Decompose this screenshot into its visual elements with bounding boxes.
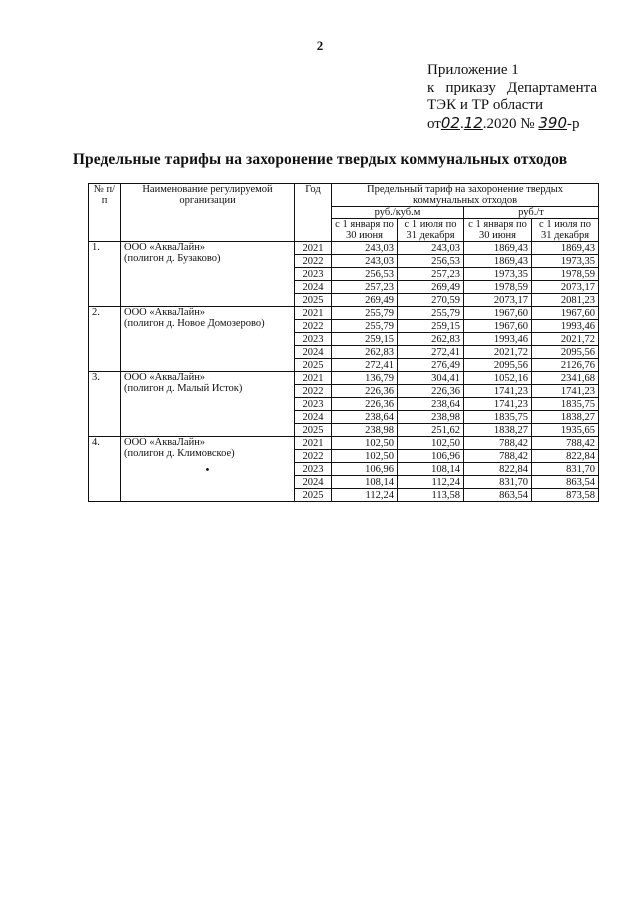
- tariff-value-m3-h1: 269,49: [332, 294, 398, 307]
- row-number: 4.: [89, 437, 121, 502]
- appendix-line-1: Приложение 1: [427, 62, 519, 78]
- tariff-value-t-h2: 1993,46: [532, 320, 599, 333]
- header-year: Год: [295, 184, 332, 242]
- tariff-value-m3-h2: 272,41: [398, 346, 464, 359]
- tariff-value-t-h2: 2126,76: [532, 359, 599, 372]
- tariff-value-t-h2: 1935,65: [532, 424, 599, 437]
- year-cell: 2025: [295, 359, 332, 372]
- landfill-site: (полигон д. Бузаково): [124, 253, 221, 264]
- tariff-value-t-h1: 1967,60: [464, 307, 532, 320]
- page-number: 2: [316, 38, 324, 53]
- organization-cell: [121, 372, 295, 437]
- tariff-value-t-h1: 1741,23: [464, 398, 532, 411]
- tariff-value-m3-h2: 108,14: [398, 463, 464, 476]
- tariff-value-m3-h1: 226,36: [332, 398, 398, 411]
- header-tariff-group: Предельный тариф на захоронение твердых коммунальных отходов: [332, 184, 599, 207]
- order-day-handwritten: 02: [440, 113, 460, 132]
- year-cell: 2021: [295, 437, 332, 450]
- tariff-value-m3-h2: 256,53: [398, 255, 464, 268]
- order-date-prefix: от: [427, 115, 441, 132]
- tariff-value-m3-h1: 243,03: [332, 242, 398, 255]
- year-cell: 2021: [295, 372, 332, 385]
- tariff-value-t-h1: 863,54: [464, 489, 532, 502]
- year-cell: 2024: [295, 346, 332, 359]
- tariff-value-m3-h1: 102,50: [332, 450, 398, 463]
- tariff-value-m3-h1: 136,79: [332, 372, 398, 385]
- order-number-handwritten: 390: [538, 113, 567, 132]
- organization-cell: [121, 307, 295, 372]
- year-cell: 2024: [295, 281, 332, 294]
- organization-name: ООО «АкваЛайн»: [124, 242, 206, 253]
- row-number: 2.: [89, 307, 121, 372]
- tariff-value-t-h1: 1967,60: [464, 320, 532, 333]
- header-unit-m3: руб./куб.м: [332, 207, 464, 219]
- tariff-value-m3-h2: 304,41: [398, 372, 464, 385]
- appendix-block: [427, 62, 627, 133]
- tariff-value-t-h1: 1993,46: [464, 333, 532, 346]
- tariff-value-m3-h2: 238,64: [398, 398, 464, 411]
- organization-name: ООО «АкваЛайн»: [124, 307, 206, 318]
- tariff-value-t-h1: 1838,27: [464, 424, 532, 437]
- tariff-value-t-h1: 822,84: [464, 463, 532, 476]
- tariff-value-m3-h1: 255,79: [332, 320, 398, 333]
- tariff-value-t-h2: 2073,17: [532, 281, 599, 294]
- appendix-line-2-mid: приказу: [445, 79, 496, 96]
- row-number: 1.: [89, 242, 121, 307]
- tariff-value-m3-h2: 113,58: [398, 489, 464, 502]
- header-num: № п/п: [89, 184, 121, 242]
- header-m3-period-2: с 1 июля по 31 декабря: [398, 219, 464, 242]
- tariff-table-body: [89, 242, 599, 502]
- tariff-value-t-h2: 2341,68: [532, 372, 599, 385]
- tariff-value-m3-h1: 262,83: [332, 346, 398, 359]
- year-cell: 2022: [295, 385, 332, 398]
- tariff-value-t-h2: 873,58: [532, 489, 599, 502]
- tariff-value-m3-h1: 255,79: [332, 307, 398, 320]
- tariff-value-m3-h1: 112,24: [332, 489, 398, 502]
- tariff-value-m3-h1: 257,23: [332, 281, 398, 294]
- tariff-value-m3-h2: 106,96: [398, 450, 464, 463]
- year-cell: 2021: [295, 307, 332, 320]
- table-row: [89, 307, 599, 320]
- tariff-value-t-h1: 1835,75: [464, 411, 532, 424]
- organization-cell: [121, 242, 295, 307]
- document-title: Предельные тарифы на захоронение твердых коммунальных отходов: [72, 151, 568, 168]
- year-cell: 2022: [295, 320, 332, 333]
- row-number: 3.: [89, 372, 121, 437]
- order-date-separator: .: [459, 115, 464, 132]
- year-cell: 2025: [295, 424, 332, 437]
- tariff-value-t-h1: 1052,16: [464, 372, 532, 385]
- year-cell: 2025: [295, 294, 332, 307]
- tariff-value-m3-h2: 238,98: [398, 411, 464, 424]
- tariff-value-m3-h1: 238,64: [332, 411, 398, 424]
- tariff-value-t-h1: 831,70: [464, 476, 532, 489]
- order-month-handwritten: 12: [463, 113, 483, 132]
- tariff-value-m3-h1: 108,14: [332, 476, 398, 489]
- tariff-value-m3-h2: 269,49: [398, 281, 464, 294]
- tariff-value-t-h1: 1869,43: [464, 242, 532, 255]
- bullet-mark: •: [205, 465, 210, 476]
- header-unit-t: руб./т: [464, 207, 599, 219]
- header-org: Наименование регулируемой организации: [121, 184, 295, 242]
- year-cell: 2021: [295, 242, 332, 255]
- tariff-value-t-h2: 1967,60: [532, 307, 599, 320]
- year-cell: 2024: [295, 411, 332, 424]
- tariff-value-m3-h1: 226,36: [332, 385, 398, 398]
- organization-name: ООО «АкваЛайн»: [124, 372, 206, 383]
- appendix-line-2-right: Департамента: [506, 79, 597, 96]
- tariff-value-t-h2: 1741,23: [532, 385, 599, 398]
- year-cell: 2023: [295, 333, 332, 346]
- year-cell: 2023: [295, 463, 332, 476]
- tariff-value-t-h2: 1978,59: [532, 268, 599, 281]
- tariff-value-m3-h2: 112,24: [398, 476, 464, 489]
- tariff-value-t-h2: 822,84: [532, 450, 599, 463]
- year-cell: 2023: [295, 268, 332, 281]
- order-number-suffix: -р: [567, 115, 580, 132]
- tariff-value-m3-h2: 102,50: [398, 437, 464, 450]
- year-cell: 2025: [295, 489, 332, 502]
- tariff-value-m3-h1: 102,50: [332, 437, 398, 450]
- year-cell: 2022: [295, 255, 332, 268]
- tariff-value-t-h1: 1978,59: [464, 281, 532, 294]
- tariff-value-t-h1: 1973,35: [464, 268, 532, 281]
- tariff-value-t-h2: 1973,35: [532, 255, 599, 268]
- table-row: [89, 242, 599, 255]
- tariff-value-m3-h2: 259,15: [398, 320, 464, 333]
- tariff-value-t-h2: 2081,23: [532, 294, 599, 307]
- tariff-value-t-h1: 2095,56: [464, 359, 532, 372]
- tariff-value-m3-h2: 251,62: [398, 424, 464, 437]
- tariff-value-m3-h1: 256,53: [332, 268, 398, 281]
- tariff-value-t-h1: 1869,43: [464, 255, 532, 268]
- organization-name: ООО «АкваЛайн»: [124, 437, 206, 448]
- year-cell: 2022: [295, 450, 332, 463]
- tariff-value-m3-h1: 238,98: [332, 424, 398, 437]
- tariff-value-t-h2: 1835,75: [532, 398, 599, 411]
- appendix-line-4: [427, 115, 627, 134]
- tariff-value-m3-h2: 276,49: [398, 359, 464, 372]
- order-year: .2020 №: [482, 115, 535, 132]
- tariff-value-m3-h2: 226,36: [398, 385, 464, 398]
- tariff-value-t-h1: 788,42: [464, 437, 532, 450]
- tariff-value-t-h2: 2021,72: [532, 333, 599, 346]
- year-cell: 2023: [295, 398, 332, 411]
- tariff-value-m3-h2: 257,23: [398, 268, 464, 281]
- tariff-value-m3-h2: 243,03: [398, 242, 464, 255]
- appendix-line-3: ТЭК и ТР области: [427, 97, 543, 113]
- landfill-site: (полигон д. Новое Домозерово): [124, 318, 265, 329]
- tariff-value-t-h2: 788,42: [532, 437, 599, 450]
- tariff-table: [88, 183, 599, 502]
- table-row: [89, 372, 599, 385]
- tariff-value-t-h1: 2073,17: [464, 294, 532, 307]
- tariff-value-t-h2: 1869,43: [532, 242, 599, 255]
- tariff-value-t-h1: 788,42: [464, 450, 532, 463]
- tariff-table-header: [89, 184, 599, 242]
- table-row: [89, 437, 599, 450]
- tariff-value-t-h1: 2021,72: [464, 346, 532, 359]
- year-cell: 2024: [295, 476, 332, 489]
- tariff-value-t-h2: 1838,27: [532, 411, 599, 424]
- tariff-value-m3-h1: 259,15: [332, 333, 398, 346]
- tariff-value-t-h2: 2095,56: [532, 346, 599, 359]
- organization-cell: [121, 437, 295, 502]
- tariff-value-t-h2: 831,70: [532, 463, 599, 476]
- tariff-value-m3-h2: 262,83: [398, 333, 464, 346]
- header-t-period-1: с 1 января по 30 июня: [464, 219, 532, 242]
- tariff-value-t-h1: 1741,23: [464, 385, 532, 398]
- tariff-value-m3-h1: 106,96: [332, 463, 398, 476]
- header-t-period-2: с 1 июля по 31 декабря: [532, 219, 599, 242]
- tariff-value-t-h2: 863,54: [532, 476, 599, 489]
- tariff-value-m3-h2: 270,59: [398, 294, 464, 307]
- tariff-value-m3-h2: 255,79: [398, 307, 464, 320]
- landfill-site: (полигон д. Климовское): [124, 448, 235, 459]
- header-m3-period-1: с 1 января по 30 июня: [332, 219, 398, 242]
- appendix-line-2-left: к: [427, 79, 435, 96]
- landfill-site: (полигон д. Малый Исток): [124, 383, 243, 394]
- tariff-value-m3-h1: 243,03: [332, 255, 398, 268]
- appendix-line-2: [427, 80, 597, 98]
- tariff-value-m3-h1: 272,41: [332, 359, 398, 372]
